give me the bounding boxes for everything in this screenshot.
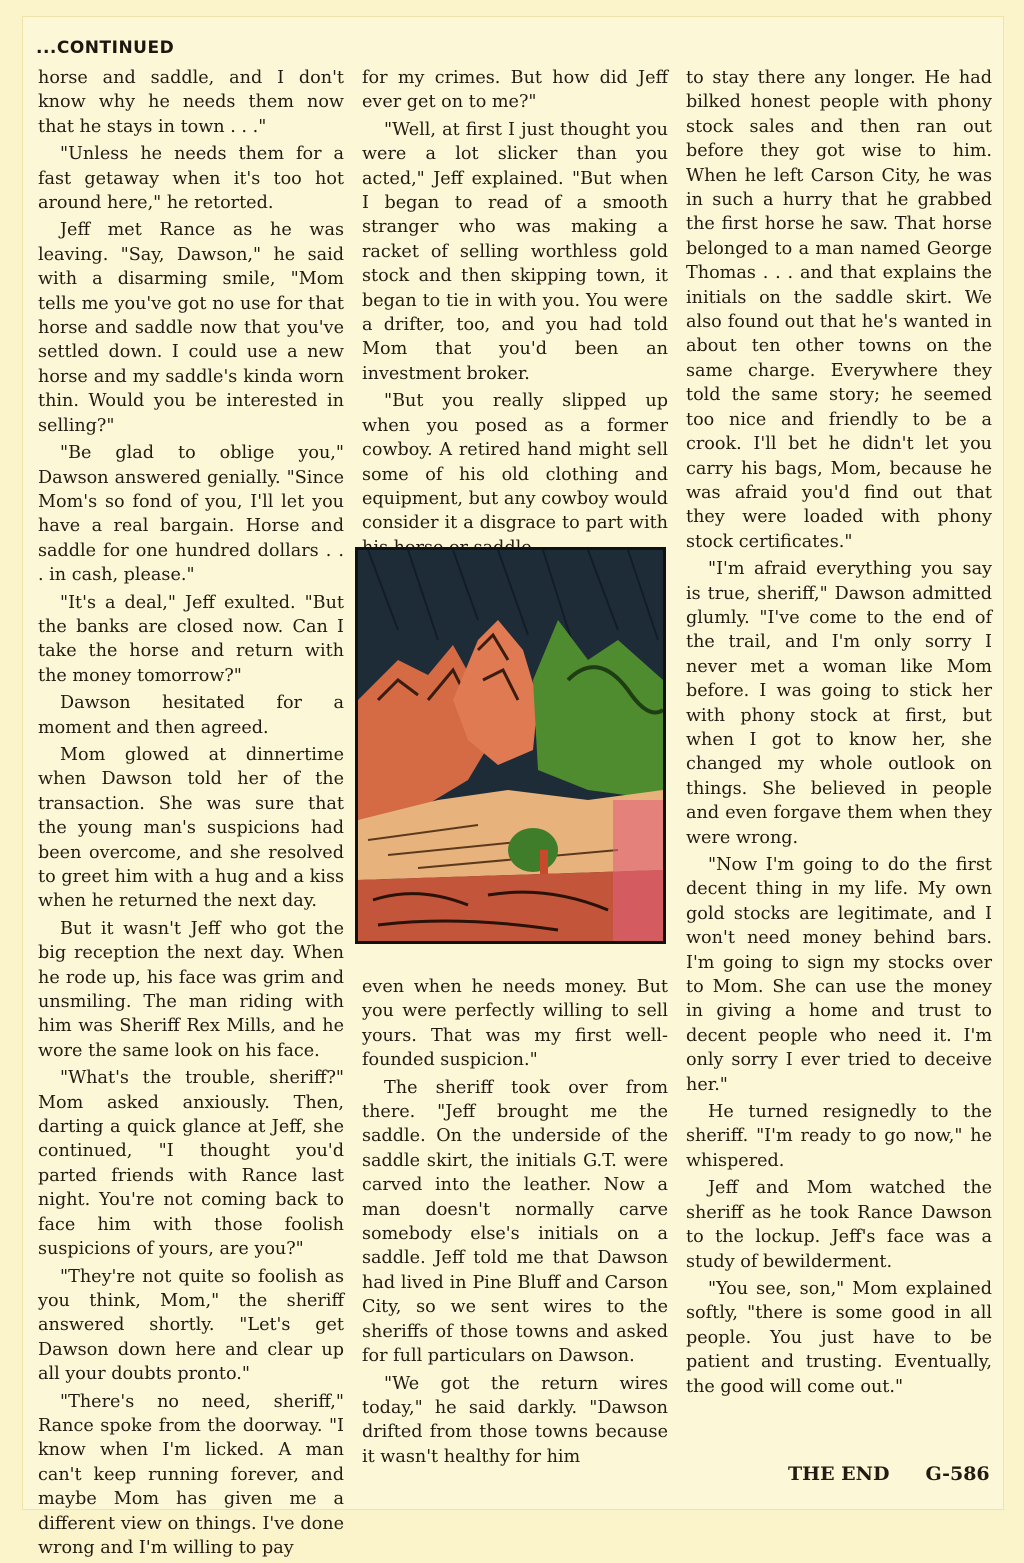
paragraph: "You see, son," Mom explained softly, "there is some good in all people. You just have to be patient and trusting. Eventually, the good will come out." bbox=[686, 1278, 992, 1397]
paragraph: "Unless he needs them for a fast getaway when it's too hot around here," he retorted. bbox=[38, 144, 344, 214]
canyon-illustration bbox=[355, 547, 666, 944]
paragraph: The sheriff took over from there. "Jeff brought me the saddle. On the underside of the saddle skirt, the initials G.T. were carved into the leather. Now a man doesn't normally carve somebody else's initials on a saddle. Jeff told me that Dawson had lived in Pine Bluff and Carson City, so we sent wires to the sheriffs of those towns and asked for full particulars on Dawson. bbox=[362, 1077, 668, 1367]
continued-label: ...CONTINUED bbox=[36, 38, 175, 58]
paragraph: even when he needs money. But you were perfectly willing to sell yours. That was my first well-founded suspicion." bbox=[362, 977, 668, 1071]
paragraph: Dawson hesitated for a moment and then agreed. bbox=[38, 693, 344, 738]
paragraph: "Be glad to oblige you," Dawson answered genially. "Since Mom's so fond of you, I'll let you have a real bargain. Horse and saddle for one hundred dollars . . . in cash, please." bbox=[38, 443, 344, 586]
paragraph: "There's no need, sheriff," Rance spoke from the doorway. "I know when I'm licked. A man can't keep running forever, and maybe Mom has given me a different view on things. I've done wrong and I'm willing to pay bbox=[38, 1391, 344, 1558]
paragraph: for my crimes. But how did Jeff ever get on to me?" bbox=[362, 68, 668, 113]
paragraph: Mom glowed at dinnertime when Dawson told her of the transaction. She was sure that the young man's suspicions had been overcome, and she resolved to greet him with a hug and a kiss when he returned the next day. bbox=[38, 744, 344, 912]
footer bbox=[788, 1463, 990, 1485]
paragraph: "Well, at first I just thought you were a lot slicker than you acted," Jeff explained. "But when I began to read of a smooth stranger who was making a racket of selling worthless gold stock and then skipping town, it began to tie in with you. You were a drifter, too, and you had told Mom that you'd been an investment broker. bbox=[362, 119, 668, 384]
text-column-2-bottom bbox=[362, 975, 668, 1472]
paragraph: "But you really slipped up when you posed as a former cowboy. A retired hand might sell some of his old clothing and equipment, but any cowboy would consider it a disgrace to part with bbox=[362, 391, 668, 534]
paragraph: "I'm afraid everything you say is true, sheriff," Dawson admitted glumly. "I've come to the end of the trail, and I'm only sorry I never met a woman like Mom before. I was going to stick her with phony stock at first, but when I got to know her, she changed my whole outlook on things. She believed in people and even forgave them when they were wrong. bbox=[686, 559, 992, 848]
paragraph: Jeff and Mom watched the sheriff as he took Rance Dawson to the lockup. Jeff's face was a study of bewilderment. bbox=[686, 1178, 992, 1272]
paragraph: "They're not quite so foolish as you think, Mom," the sheriff answered shortly. "Let's get Dawson down here and clear up all your doubts pronto." bbox=[38, 1266, 344, 1385]
paragraph: But it wasn't Jeff who got the big reception the next day. When he rode up, his face was grim and unsmiling. The man riding with him was Sheriff Rex Mills, and he wore the same look on his face. bbox=[38, 918, 344, 1061]
paragraph: "What's the trouble, sheriff?" Mom asked anxiously. Then, darting a quick glance at Jeff, she continued, "I thought you'd parted friends with Rance last night. You're not coming back to face him with those foolish suspicions of yours, are you?" bbox=[38, 1068, 344, 1260]
paragraph: Jeff met Rance as he was leaving. "Say, Dawson," he said with a disarming smile, "Mom tells me you've got no use for that horse and saddle now that you've settled down. I could use a new horse and my saddle's kinda worn thin. Would you be interested in selling?" bbox=[38, 220, 344, 436]
text-column-2-top bbox=[362, 66, 668, 563]
canyon-illustration-art bbox=[358, 550, 663, 941]
paragraph: "It's a deal," Jeff exulted. "But the banks are closed now. Can I take the horse and return with the money tomorrow?" bbox=[38, 592, 344, 686]
text-column-1 bbox=[38, 66, 344, 1563]
paragraph: horse and saddle, and I don't know why he needs them now that he stays in town . . ." bbox=[38, 68, 344, 137]
the-end-label: THE END bbox=[788, 1463, 890, 1485]
paragraph: "Now I'm going to do the first decent thing in my life. My own gold stocks are legitimate, and I won't need money behind bars. I'm going to sign my stocks over to Mom. She can use the money in giving a home and trust to decent people who need it. I'm only sorry I ever tried to deceive her." bbox=[686, 855, 992, 1095]
text-column-3 bbox=[686, 66, 992, 1402]
paragraph: "We got the return wires today," he said darkly. "Dawson drifted from those towns because it wasn't healthy for him bbox=[362, 1373, 668, 1467]
paragraph: He turned resignedly to the sheriff. "I'm ready to go now," he whispered. bbox=[686, 1102, 992, 1171]
paragraph: to stay there any longer. He had bilked honest people with phony stock sales and then ran out before they got wise to him. When he left Carson City, he was in such a hurry that he grabbed the first horse he saw. That horse belonged to a man named George Thomas . . . and that explains the initials on the saddle skirt. We also found out that he's wanted in about ten other towns on the same charge. Everywhere they told the same story; he seemed too nice and friendly to be a crook. I'll bet he didn't let you carry his bags, Mom, because he was afraid you'd find out that they were loaded with phony stock certificates." bbox=[686, 68, 992, 552]
story-code: G-586 bbox=[925, 1463, 990, 1485]
